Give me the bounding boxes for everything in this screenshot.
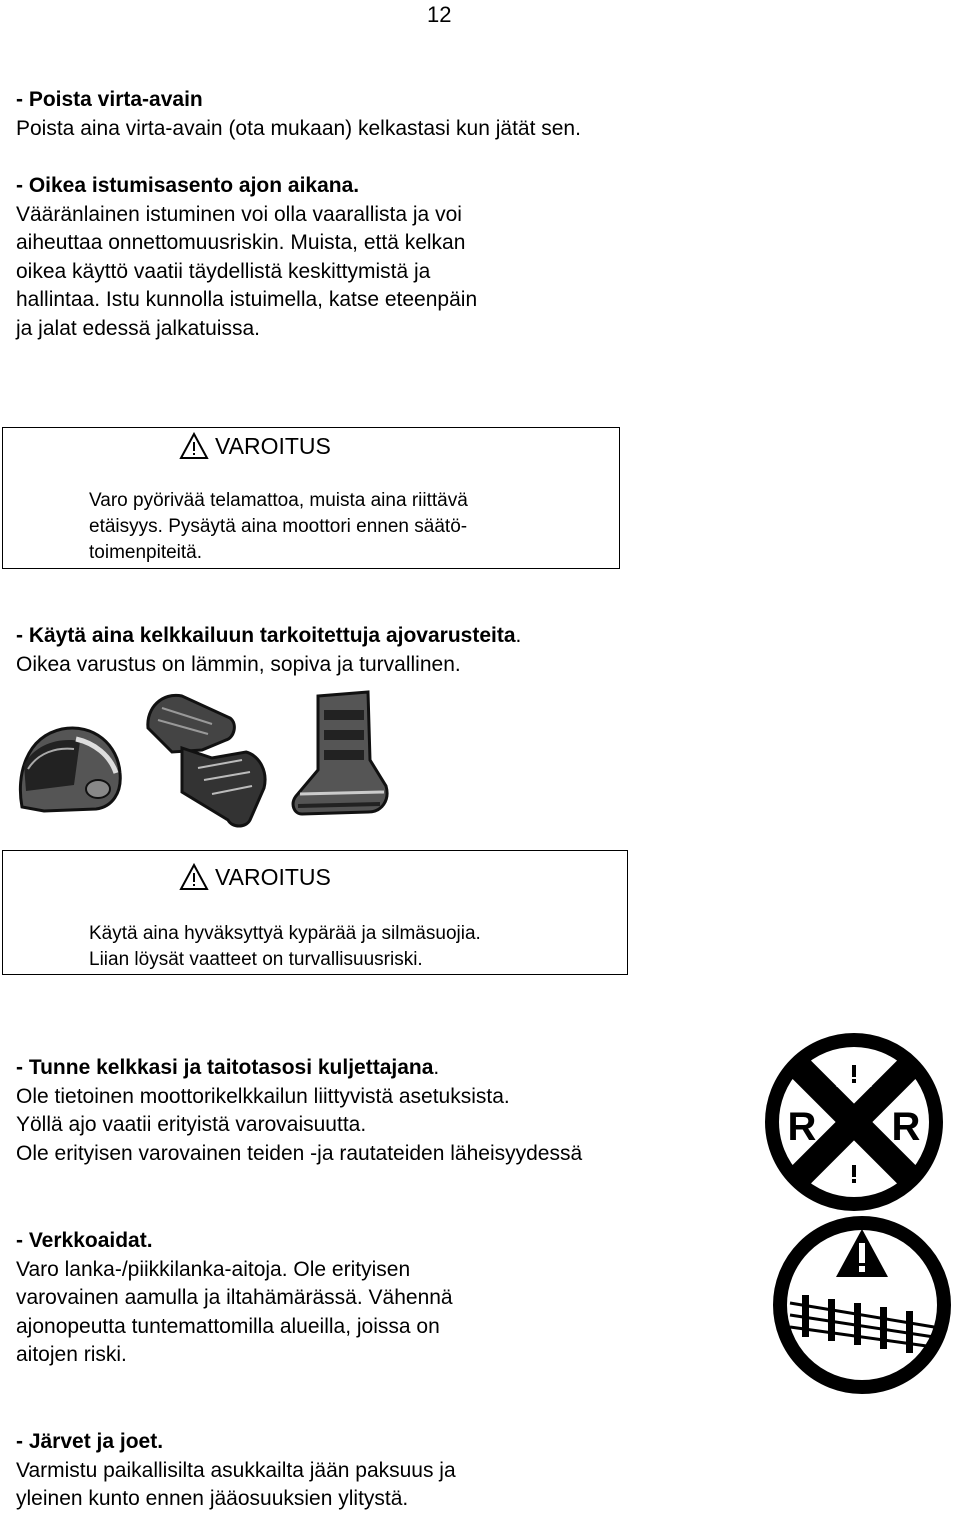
section-heading: - Käytä aina kelkkailuun tarkoitettuja ajovarusteita <box>16 624 516 647</box>
section-heading-row <box>16 1054 582 1083</box>
section-key <box>16 86 581 143</box>
warning-line: toimenpiteitä. <box>89 542 203 563</box>
warning-line: Liian löysät vaatteet on turvallisuusriski. <box>89 949 423 970</box>
section-line: varovainen aamulla ja iltahämärässä. Vähennä <box>16 1286 453 1309</box>
section-line: Poista aina virta-avain (ota mukaan) kelkastasi kun jätät sen. <box>16 116 581 140</box>
section-heading: - Järvet ja joet. <box>16 1430 164 1453</box>
warning-body <box>89 921 481 973</box>
warning-body <box>89 488 468 566</box>
railroad-sign-letter: R <box>787 1105 817 1149</box>
warning-line: Käytä aina hyväksyttyä kypärää ja silmäsuojia. <box>89 923 481 944</box>
section-line: hallintaa. Istu kunnolla istuimella, katse eteenpäin <box>16 288 478 311</box>
helmet-icon <box>14 715 124 815</box>
section-gear <box>16 622 521 679</box>
warning-title <box>179 863 331 891</box>
section-heading: - Poista virta-avain <box>16 88 203 111</box>
section-posture <box>16 172 477 343</box>
section-fences <box>16 1227 453 1370</box>
section-heading: - Verkkoaidat. <box>16 1229 153 1252</box>
warning-box-track <box>2 427 620 569</box>
section-line: ajonopeutta tuntemattomilla alueilla, joissa on <box>16 1314 440 1338</box>
section-line: Varo lanka-/piikkilanka-aitoja. Ole erityisen <box>16 1257 411 1281</box>
section-line: yleinen kunto ennen jääosuuksien ylitystä. <box>16 1487 409 1510</box>
section-lakes <box>16 1428 456 1514</box>
fence-warning-icon <box>772 1215 952 1395</box>
section-line: Varmistu paikallisilta asukkailta jään paksuus ja <box>16 1458 456 1482</box>
section-line: aiheuttaa onnettomuusriskin. Muista, että kelkan <box>16 231 466 254</box>
section-heading-row <box>16 622 521 651</box>
section-line: aitojen riski. <box>16 1343 127 1366</box>
warning-title <box>179 432 331 460</box>
section-heading: - Oikea istumisasento ajon aikana. <box>16 174 360 197</box>
gloves-icon <box>142 688 274 828</box>
warning-title-text: VAROITUS <box>215 863 331 890</box>
section-line: Oikea varustus on lämmin, sopiva ja turvallinen. <box>16 652 461 676</box>
section-heading-end: . <box>433 1056 440 1079</box>
section-line: Ole tietoinen moottorikelkkailun liittyvistä asetuksista. <box>16 1084 510 1108</box>
warning-title-text: VAROITUS <box>215 432 331 459</box>
warning-triangle-icon <box>179 863 209 891</box>
warning-box-helmet <box>2 850 628 975</box>
railroad-sign-letter: R <box>891 1105 921 1149</box>
warning-line: etäisyys. Pysäytä aina moottori ennen säätö- <box>89 516 468 537</box>
warning-line: Varo pyörivää telamattoa, muista aina riittävä <box>89 490 468 511</box>
section-heading-end: . <box>515 624 522 647</box>
section-line: Vääränlainen istuminen voi olla vaarallista ja voi <box>16 202 462 226</box>
railroad-crossing-icon <box>764 1032 944 1212</box>
page-number: 12 <box>427 2 452 27</box>
section-line: oikea käyttö vaatii täydellistä keskittymistä ja <box>16 259 431 283</box>
warning-triangle-icon <box>179 432 209 460</box>
section-line: Ole erityisen varovainen teiden -ja rautateiden läheisyydessä <box>16 1141 583 1165</box>
boots-icon <box>290 690 390 820</box>
section-line: Yöllä ajo vaatii erityistä varovaisuutta. <box>16 1113 367 1136</box>
section-heading: - Tunne kelkkasi ja taitotasosi kuljettajana <box>16 1056 434 1079</box>
section-line: ja jalat edessä jalkatuissa. <box>16 316 260 340</box>
section-skill <box>16 1054 582 1168</box>
